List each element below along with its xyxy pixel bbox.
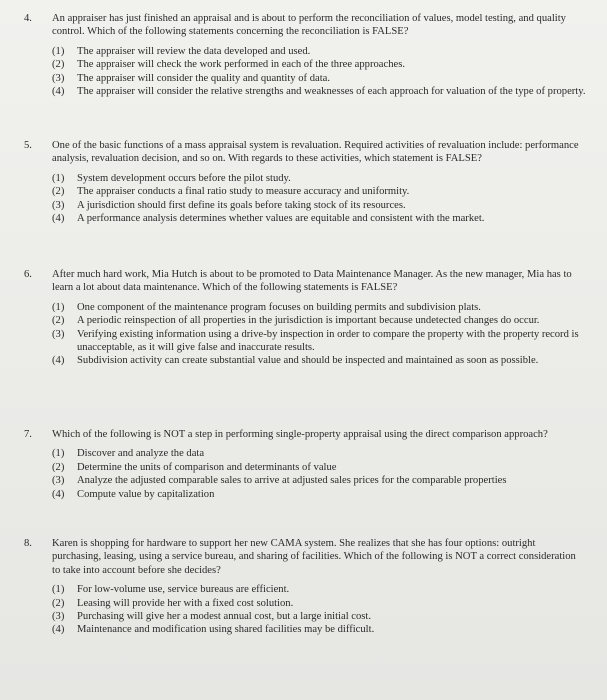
option-number: (2)	[52, 597, 65, 609]
option-text: A periodic reinspection of all properties in the jurisdiction is important because undetected changes do occur.	[77, 315, 540, 327]
question-text: Which of the following is NOT a step in performing single-property appraisal using the direct comparison approach?	[52, 429, 548, 440]
option-number: (3)	[52, 328, 65, 340]
option-item	[52, 447, 586, 460]
question-number: 8.	[24, 538, 32, 549]
question-7	[24, 428, 586, 501]
question-number: 5.	[24, 140, 32, 151]
option-number: (3)	[52, 199, 65, 211]
option-item	[52, 461, 586, 474]
question-number: 4.	[24, 13, 32, 24]
question-8	[24, 537, 586, 637]
option-list	[52, 172, 586, 226]
option-text: The appraiser will consider the quality and quantity of data.	[77, 72, 330, 84]
option-text: The appraiser will check the work performed in each of the three approaches.	[77, 59, 405, 71]
option-number: (4)	[52, 624, 65, 636]
option-item	[52, 488, 586, 501]
option-text: One component of the maintenance program focuses on building permits and subdivision plats.	[77, 301, 481, 313]
option-item	[52, 354, 586, 367]
question-text: An appraiser has just finished an appraisal and is about to perform the reconciliation of values, model testing, and quality control. Which of the following statements concerning the reconciliation is FALSE?	[52, 13, 566, 38]
option-text: Maintenance and modification using shared facilities may be difficult.	[77, 624, 375, 636]
option-text: The appraiser will review the data developed and used.	[77, 45, 311, 57]
option-list	[52, 301, 586, 368]
option-number: (4)	[52, 213, 65, 225]
question-text: Karen is shopping for hardware to support her new CAMA system. She realizes that she has four options: outright purchasing, leasing, using a service bureau, and sharing of facilities. Which of the following is NOT a correct consideration to take into account before she decides?	[52, 538, 576, 576]
option-number: (4)	[52, 488, 65, 500]
option-list	[52, 447, 586, 501]
option-item	[52, 45, 586, 58]
option-item	[52, 199, 586, 212]
option-number: (1)	[52, 45, 65, 57]
option-item	[52, 623, 586, 636]
option-number: (2)	[52, 461, 65, 473]
option-text: The appraiser conducts a final ratio study to measure accuracy and uniformity.	[77, 186, 410, 198]
option-number: (1)	[52, 584, 65, 596]
option-number: (2)	[52, 315, 65, 327]
option-text: For low-volume use, service bureaus are efficient.	[77, 584, 290, 596]
option-text: Leasing will provide her with a fixed cost solution.	[77, 597, 294, 609]
option-text: A jurisdiction should first define its goals before taking stock of its resources.	[77, 199, 406, 211]
question-6	[24, 268, 586, 368]
option-number: (4)	[52, 86, 65, 98]
option-number: (3)	[52, 475, 65, 487]
option-item	[52, 172, 586, 185]
option-list	[52, 45, 586, 99]
option-number: (1)	[52, 172, 65, 184]
option-item	[52, 212, 586, 225]
question-text: One of the basic functions of a mass appraisal system is revaluation. Required activities of revaluation include: performance analysis, revaluation decision, and so on. With regards to these activities, which statement is FALSE?	[52, 140, 579, 165]
option-item	[52, 474, 586, 487]
option-text: Discover and analyze the data	[77, 448, 205, 460]
option-text: Purchasing will give her a modest annual cost, but a large initial cost.	[77, 611, 372, 623]
option-list	[52, 583, 586, 637]
option-item	[52, 72, 586, 85]
question-number: 6.	[24, 269, 32, 280]
option-text: Analyze the adjusted comparable sales to arrive at adjusted sales prices for the comparable properties	[77, 475, 507, 487]
option-number: (2)	[52, 186, 65, 198]
option-text: Determine the units of comparison and determinants of value	[77, 461, 337, 473]
option-number: (3)	[52, 72, 65, 84]
option-number: (2)	[52, 59, 65, 71]
option-number: (1)	[52, 448, 65, 460]
option-item	[52, 58, 586, 71]
question-5	[24, 139, 586, 225]
option-text: Verifying existing information using a drive-by inspection in order to compare the property with the property record is unacceptable, as it will give false and inaccurate results.	[77, 328, 579, 354]
question-4	[24, 12, 586, 98]
option-item	[52, 314, 586, 327]
option-item	[52, 185, 586, 198]
option-text: Compute value by capitalization	[77, 488, 215, 500]
option-item	[52, 583, 586, 596]
option-text: A performance analysis determines whether values are equitable and consistent with the market.	[77, 213, 485, 225]
option-number: (3)	[52, 611, 65, 623]
option-number: (4)	[52, 355, 65, 367]
question-number: 7.	[24, 429, 32, 440]
option-text: Subdivision activity can create substantial value and should be inspected and maintained as soon as possible.	[77, 355, 539, 367]
option-item	[52, 328, 586, 355]
option-item	[52, 597, 586, 610]
option-text: System development occurs before the pilot study.	[77, 172, 291, 184]
option-text: The appraiser will consider the relative strengths and weaknesses of each approach for valuation of the type of property.	[77, 86, 586, 98]
option-item	[52, 610, 586, 623]
option-number: (1)	[52, 301, 65, 313]
option-item	[52, 301, 586, 314]
question-text: After much hard work, Mia Hutch is about to be promoted to Data Maintenance Manager. As the new manager, Mia has to learn a lot about data maintenance. Which of the following statements is FALSE?	[52, 269, 572, 294]
option-item	[52, 85, 586, 98]
